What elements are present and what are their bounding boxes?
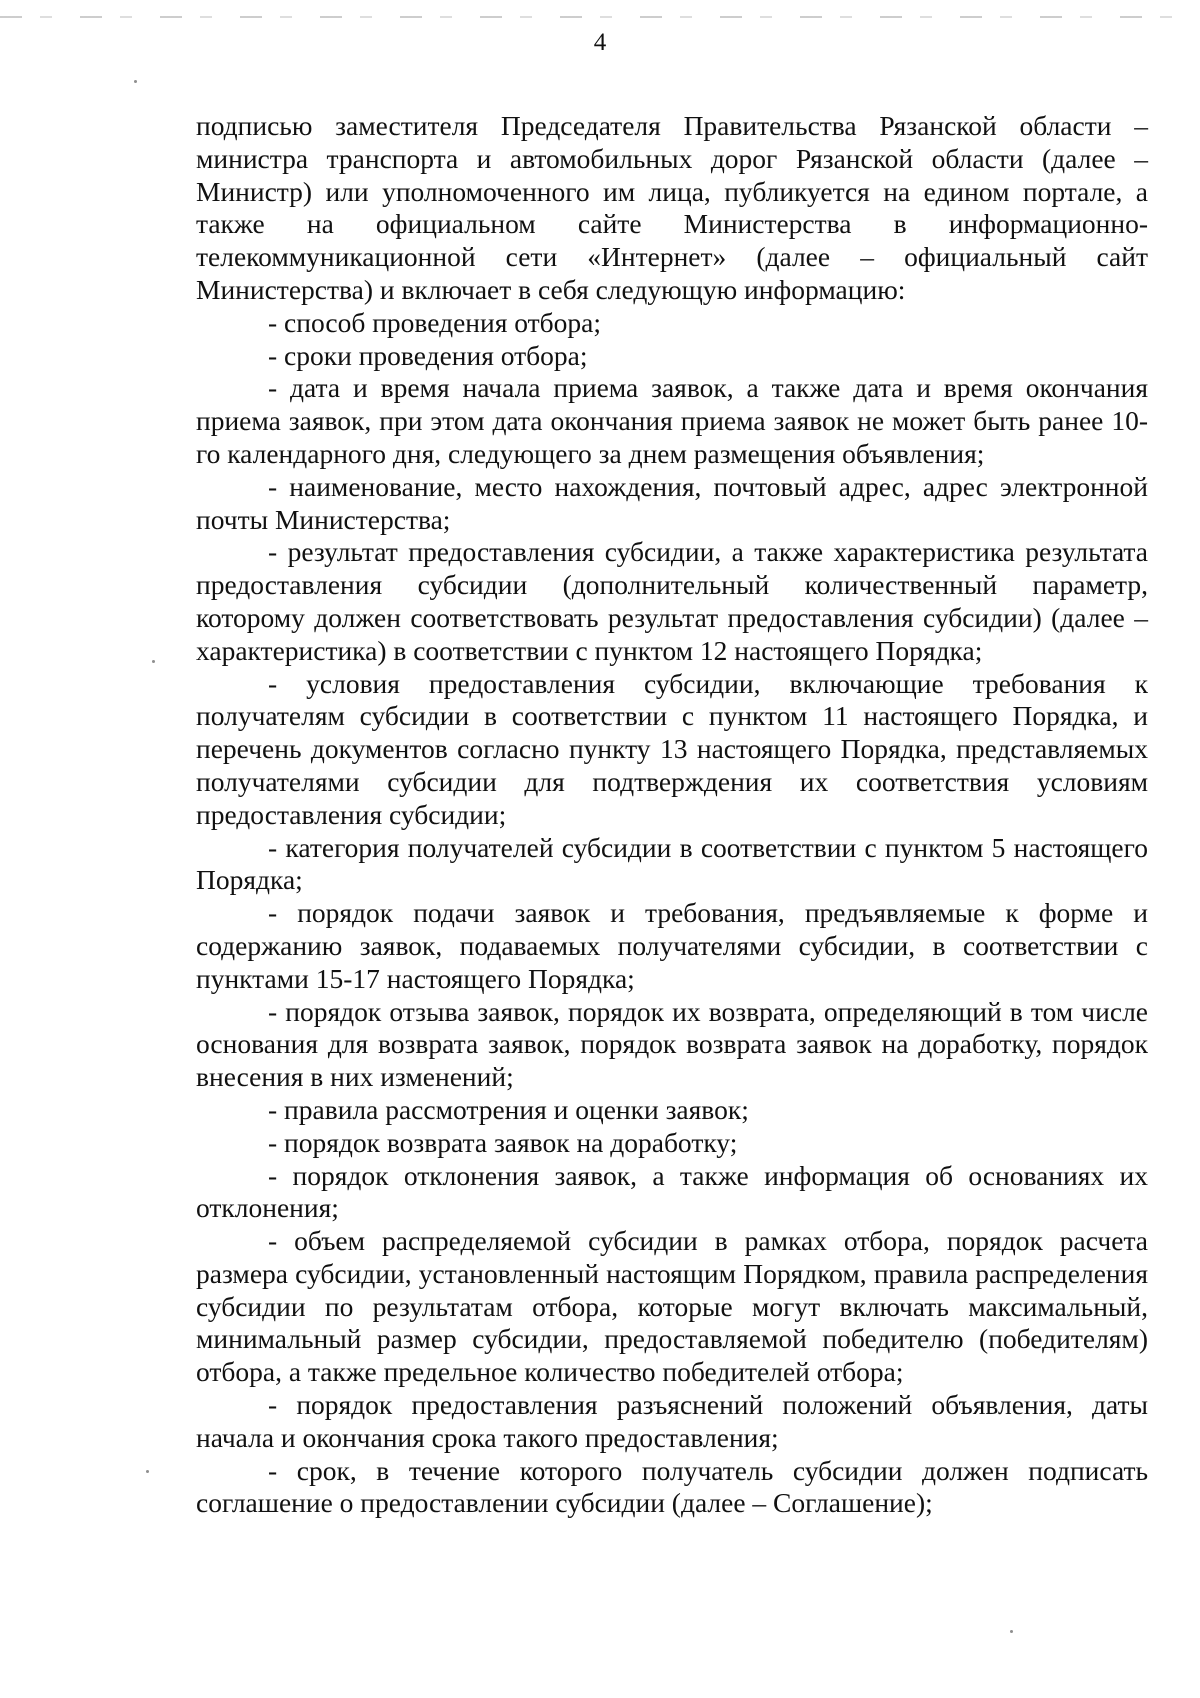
- list-item: - дата и время начала приема заявок, а также дата и время окончания приема заявок, при этом дата окончания приема заявок не может быть ранее 10-го календарного дня, следующего за днем размещения объявления;: [196, 372, 1148, 469]
- page-number: 4: [593, 29, 607, 56]
- list-item: - порядок отзыва заявок, порядок их возврата, определяющий в том числе основания для возврата заявок, порядок возврата заявок на доработку, порядок внесения в них изменений;: [196, 995, 1148, 1093]
- list-item: - условия предоставления субсидии, включающие требования к получателям субсидии в соответствии с пунктом 11 настоящего Порядка, и перечень документов согласно пункту 13 настоящего Порядка, представляемых получателями субсидии для подтверждения их соответствия условиям предоставления субсидии;: [196, 667, 1148, 830]
- list-item: - срок, в течение которого получатель субсидии должен подписать соглашение о предоставлении субсидии (далее – Соглашение);: [196, 1454, 1148, 1519]
- scan-speck: [152, 660, 155, 663]
- list-item: - наименование, место нахождения, почтовый адрес, адрес электронной почты Министерства;: [196, 470, 1148, 535]
- list-item: - способ проведения отбора;: [268, 306, 601, 338]
- scan-speck: [1010, 1630, 1013, 1633]
- list-item: - порядок отклонения заявок, а также информация об основаниях их отклонения;: [196, 1159, 1148, 1224]
- document-body: [196, 110, 1148, 1520]
- list-item: - объем распределяемой субсидии в рамках отбора, порядок расчета размера субсидии, установленный настоящим Порядком, правила распределения субсидии по результатам отбора, которые могут включать максимальный, минимальный размер субсидии, предоставляемой победителю (победителям) отбора, а также предельное количество победителей отбора;: [196, 1225, 1148, 1388]
- paragraph-intro: подписью заместителя Председателя Правительства Рязанской области – министра транспорта и автомобильных дорог Рязанской области (далее – Министр) или уполномоченного им лица, публикуется на едином портале, а также на официальном сайте Министерства в информационно-телекоммуникационной сети «Интернет» (далее – официальный сайт Министерства) и включает в себя следующую информацию:: [196, 110, 1148, 305]
- scan-speck: [146, 1470, 149, 1473]
- scan-top-edge: [0, 16, 1200, 18]
- scan-speck: [134, 80, 137, 83]
- list-item: - порядок возврата заявок на доработку;: [268, 1126, 738, 1158]
- list-item: - порядок предоставления разъяснений положений объявления, даты начала и окончания срока такого предоставления;: [196, 1389, 1148, 1453]
- list-item: - порядок подачи заявок и требования, предъявляемые к форме и содержанию заявок, подаваемых получателями субсидии, в соответствии с пунктами 15-17 настоящего Порядка;: [196, 897, 1148, 994]
- list-item: - сроки проведения отбора;: [268, 339, 588, 371]
- list-item: - результат предоставления субсидии, а также характеристика результата предоставления субсидии (дополнительный количественный параметр, которому должен соответствовать результат предоставления субсидии) (далее – характеристика) в соответствии с пунктом 12 настоящего Порядка;: [196, 536, 1148, 666]
- list-item: - категория получателей субсидии в соответствии с пунктом 5 настоящего Порядка;: [196, 831, 1148, 896]
- list-item: - правила рассмотрения и оценки заявок;: [268, 1093, 749, 1125]
